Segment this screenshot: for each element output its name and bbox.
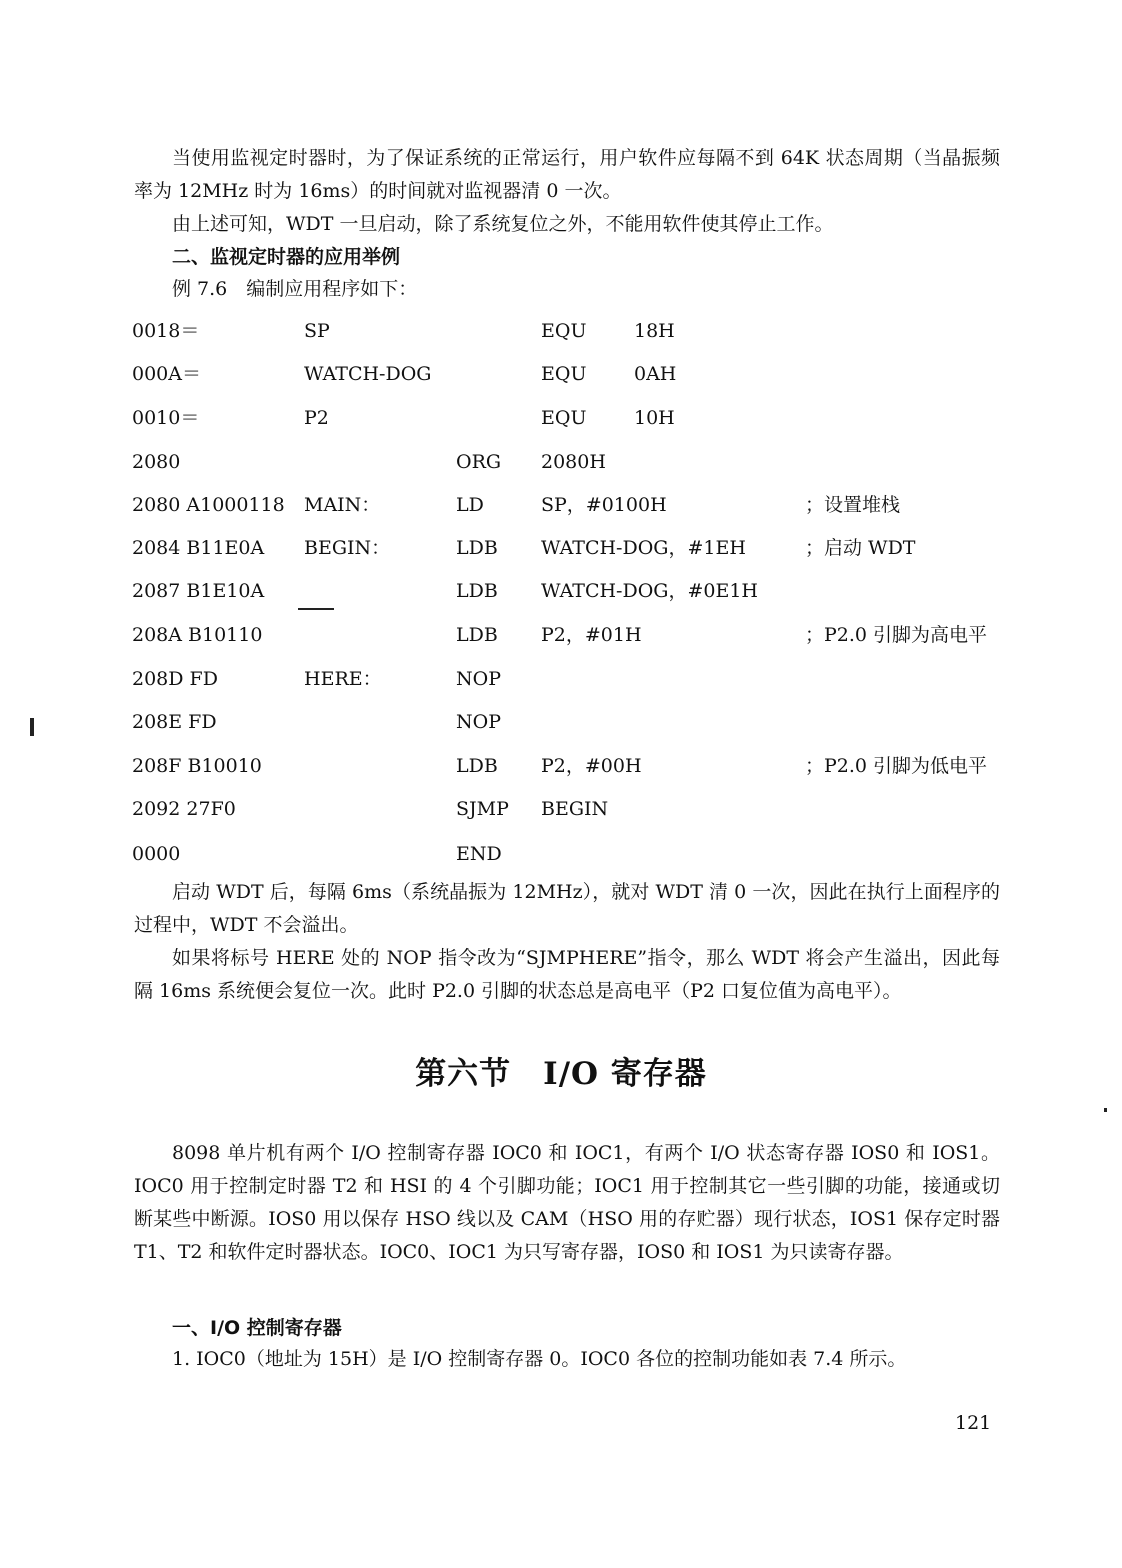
code-row xyxy=(0,447,1122,477)
code-address: 2080 xyxy=(132,451,181,473)
code-opcode: END xyxy=(456,843,502,865)
code-row xyxy=(0,664,1122,694)
code-opcode: NOP xyxy=(456,711,501,733)
scan-artifact xyxy=(1104,1108,1107,1112)
code-directive: EQU xyxy=(541,407,587,429)
code-opcode: NOP xyxy=(456,668,501,690)
code-value: 18H xyxy=(634,320,675,342)
code-address: 208E FD xyxy=(132,711,217,733)
subsection-heading: 一、I/O 控制寄存器 xyxy=(172,1317,342,1339)
code-opcode: LDB xyxy=(456,755,498,777)
code-operand: SP，#0100H xyxy=(541,494,667,516)
code-label: MAIN： xyxy=(304,494,381,516)
code-address: 0010＝ xyxy=(132,407,200,429)
code-comment: ；启动 WDT xyxy=(805,537,916,559)
code-opcode: ORG xyxy=(456,451,502,473)
intro-paragraph-2: 由上述可知，WDT 一旦启动，除了系统复位之外，不能用软件使其停止工作。 xyxy=(172,213,834,235)
code-directive: EQU xyxy=(541,363,587,385)
code-address: 2087 B1E10A xyxy=(132,580,265,602)
code-row xyxy=(0,794,1122,824)
scan-artifact xyxy=(298,608,334,610)
code-operand: P2，#00H xyxy=(541,755,642,777)
code-row xyxy=(0,359,1122,389)
code-row xyxy=(0,533,1122,563)
assembly-listing xyxy=(0,314,1122,874)
code-label: SP xyxy=(304,320,330,342)
code-opcode: LDB xyxy=(456,537,498,559)
code-operand: 2080H xyxy=(541,451,606,473)
code-address: 2092 27F0 xyxy=(132,798,236,820)
code-row xyxy=(0,707,1122,737)
subsection-item: 1. IOC0（地址为 15H）是 I/O 控制寄存器 0。IOC0 各位的控制功能如表 7.4 所示。 xyxy=(172,1348,907,1370)
code-address: 2084 B11E0A xyxy=(132,537,265,559)
code-address: 2080 A1000118 xyxy=(132,494,285,516)
code-row xyxy=(0,839,1122,869)
section-title: 第六节 I/O 寄存器 xyxy=(415,1056,707,1092)
code-address: 0000 xyxy=(132,843,181,865)
code-operand: WATCH-DOG，#1EH xyxy=(541,537,746,559)
section-paragraph: 8098 单片机有两个 I/O 控制寄存器 IOC0 和 IOC1，有两个 I/O 状态寄存器 IOS0 和 IOS1。IOC0 用于控制定时器 T2 和 HSI 的 4 个引脚功能；IOC1 用于控制其它一些引脚的功能，接通或切断某些中断源。IOS0 用以保存 HSO 线以及 CAM（HSO 用的存贮器）现行状态，IOS1 保存定时器 T1、T2 和软件定时器状态。IOC0、IOC1 为只写寄存器，IOS0 和 IOS1 为只读寄存器。 xyxy=(134,1142,1000,1263)
after-code-paragraph-1: 启动 WDT 后，每隔 6ms（系统晶振为 12MHz），就对 WDT 清 0 一次，因此在执行上面程序的过程中，WDT 不会溢出。 xyxy=(134,881,1000,936)
code-address: 208A B10110 xyxy=(132,624,263,646)
code-row xyxy=(0,316,1122,346)
code-value: 0AH xyxy=(634,363,677,385)
code-opcode: SJMP xyxy=(456,798,509,820)
code-comment: ；P2.0 引脚为低电平 xyxy=(805,755,988,777)
code-address: 000A＝ xyxy=(132,363,201,385)
code-row xyxy=(0,620,1122,650)
code-operand: P2，#01H xyxy=(541,624,642,646)
code-comment: ；P2.0 引脚为高电平 xyxy=(805,624,988,646)
after-code-paragraph-2: 如果将标号 HERE 处的 NOP 指令改为“SJMPHERE”指令，那么 WDT 将会产生溢出，因此每隔 16ms 系统便会复位一次。此时 P2.0 引脚的状态总是高电平（P2 口复位值为高电平）。 xyxy=(134,947,1000,1002)
example-caption: 例 7.6 编制应用程序如下： xyxy=(172,278,418,300)
intro-paragraph-1: 当使用监视定时器时，为了保证系统的正常运行，用户软件应每隔不到 64K 状态周期（当晶振频率为 12MHz 时为 16ms）的时间就对监视器清 0 一次。 xyxy=(134,147,1000,202)
code-label: WATCH-DOG xyxy=(304,363,432,385)
code-address: 0018＝ xyxy=(132,320,200,342)
code-operand: WATCH-DOG，#0E1H xyxy=(541,580,758,602)
code-label: BEGIN： xyxy=(304,537,391,559)
code-label: HERE： xyxy=(304,668,382,690)
code-opcode: LD xyxy=(456,494,484,516)
section-heading-wdt-example: 二、监视定时器的应用举例 xyxy=(172,246,401,268)
code-operand: BEGIN xyxy=(541,798,609,820)
code-row xyxy=(0,403,1122,433)
code-comment: ；设置堆栈 xyxy=(805,494,901,516)
code-opcode: LDB xyxy=(456,580,498,602)
scan-artifact xyxy=(30,718,34,736)
code-row xyxy=(0,490,1122,520)
code-row xyxy=(0,751,1122,781)
code-label: P2 xyxy=(304,407,329,429)
code-directive: EQU xyxy=(541,320,587,342)
page-number: 121 xyxy=(955,1412,992,1434)
code-value: 10H xyxy=(634,407,675,429)
code-address: 208D FD xyxy=(132,668,218,690)
code-address: 208F B10010 xyxy=(132,755,262,777)
code-row xyxy=(0,576,1122,606)
code-opcode: LDB xyxy=(456,624,498,646)
